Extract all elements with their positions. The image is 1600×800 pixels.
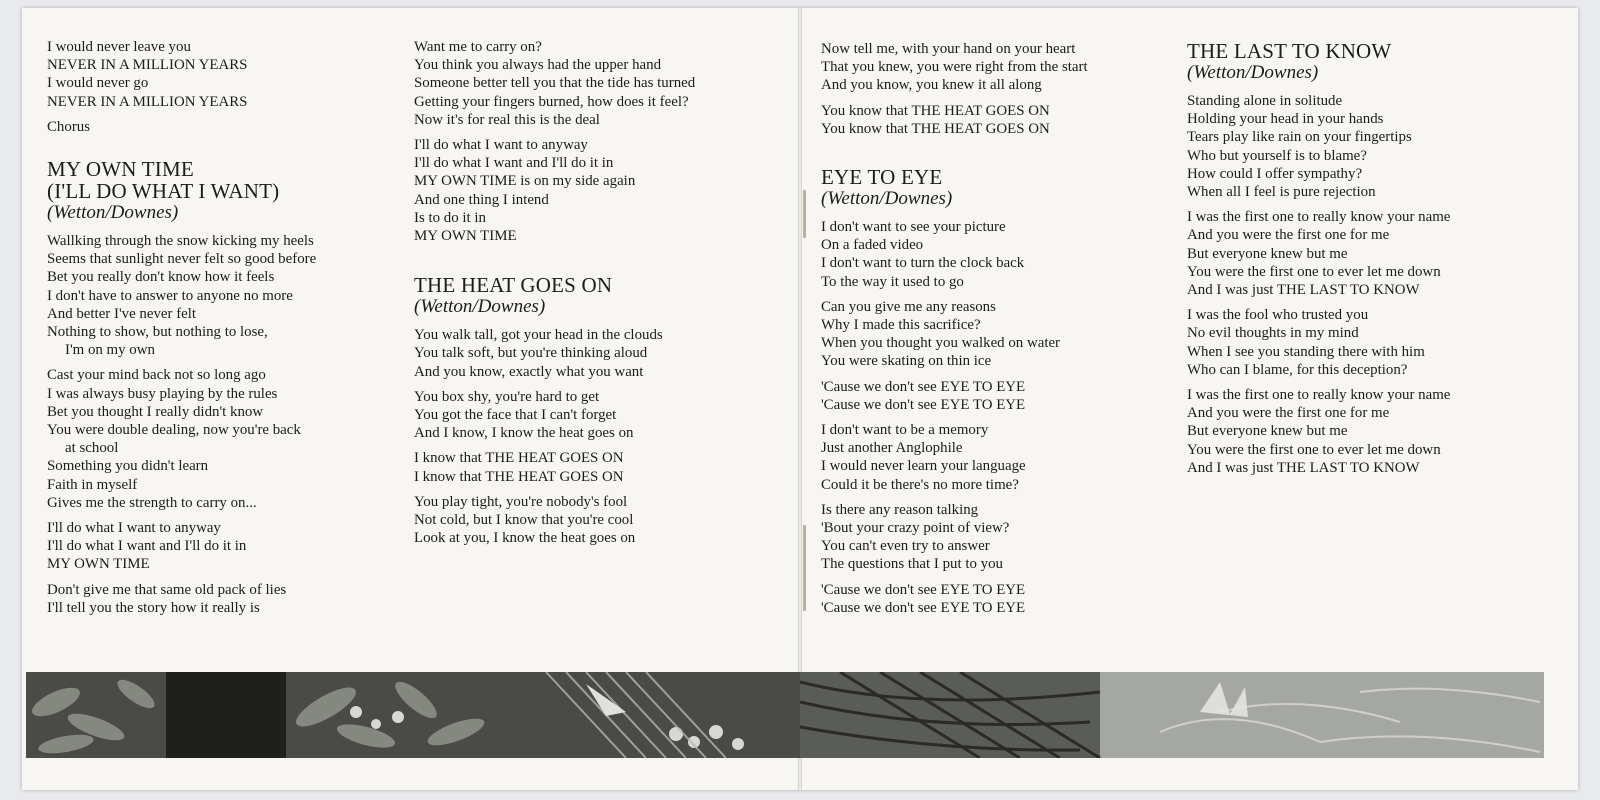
lyric-line: I was the first one to really know your name [1187, 387, 1451, 404]
lyric-line: Is there any reason talking [821, 501, 979, 518]
lyric-line: Could it be there's no more time? [821, 476, 1019, 493]
lyric-line: And I was just THE LAST TO KNOW [1187, 459, 1420, 476]
lyric-line: Faith in myself [47, 476, 138, 493]
lyric-line: How could I offer sympathy? [1187, 165, 1363, 182]
lyric-line: Want me to carry on? [414, 39, 542, 55]
lyric-line: MY OWN TIME [47, 556, 150, 573]
lyric-line: You can't even try to answer [821, 538, 990, 555]
verse [47, 38, 316, 111]
lyrics-column-2 [414, 38, 695, 547]
verse [47, 232, 316, 359]
verse [47, 366, 316, 512]
lyric-line: I'll do what I want and I'll do it in [47, 538, 247, 555]
lyric-line: And I know, I know the heat goes on [414, 425, 634, 442]
verse [821, 581, 1088, 617]
lyric-line: NEVER IN A MILLION YEARS [47, 57, 248, 74]
lyric-line: You talk soft, but you're thinking aloud [414, 345, 648, 362]
staple-top [803, 190, 806, 238]
lyric-line: And one thing I intend [414, 191, 549, 208]
lyric-line: Nothing to show, but nothing to lose, [47, 324, 268, 341]
lyric-line: You think you always had the upper hand [414, 57, 662, 74]
verse [47, 519, 316, 574]
lyric-line: Someone better tell you that the tide has turned [414, 75, 696, 92]
lyric-line: But everyone knew but me [1187, 245, 1348, 262]
lyrics-column-4 [1187, 40, 1450, 477]
lyric-line: And I was just THE LAST TO KNOW [1187, 282, 1420, 299]
lyric-line: Not cold, but I know that you're cool [414, 512, 634, 529]
lyric-line: You were the first one to ever let me down [1187, 263, 1441, 280]
lyric-line: I don't have to answer to anyone no more [47, 287, 293, 304]
lyric-line: Who but yourself is to blame? [1187, 147, 1367, 164]
song-title: (I'LL DO WHAT I WANT) [47, 179, 280, 204]
lyric-line: Who can I blame, for this deception? [1187, 361, 1408, 378]
lyric-line: Don't give me that same old pack of lies [47, 581, 287, 598]
lyric-line: NEVER IN A MILLION YEARS [47, 93, 248, 110]
verse [821, 40, 1088, 95]
lyric-line: I'm on my own [65, 342, 155, 359]
verse [1187, 306, 1450, 379]
lyric-line: You were the first one to ever let me down [1187, 441, 1441, 458]
lyric-line: Now it's for real this is the deal [414, 111, 600, 128]
lyric-line: I was the fool who trusted you [1187, 307, 1369, 324]
verse [821, 501, 1088, 574]
verse [821, 378, 1088, 414]
verse [47, 581, 316, 617]
lyrics-column-3 [821, 40, 1088, 617]
lyric-line: You were double dealing, now you're back [47, 422, 301, 439]
lyric-line: But everyone knew but me [1187, 423, 1348, 440]
lyric-line: Gives me the strength to carry on... [47, 494, 257, 511]
verse [1187, 92, 1450, 201]
lyric-line: 'Cause we don't see EYE TO EYE [821, 396, 1026, 413]
lyric-line: Bet you thought I really didn't know [47, 403, 264, 420]
lyric-line: When you thought you walked on water [821, 335, 1061, 352]
lyric-line: Why I made this sacrifice? [821, 317, 981, 334]
lyric-line: 'Bout your crazy point of view? [821, 520, 1010, 537]
lyric-line: 'Cause we don't see EYE TO EYE [821, 581, 1026, 598]
lyric-line: Standing alone in solitude [1187, 93, 1343, 109]
lyric-line: 'Cause we don't see EYE TO EYE [821, 599, 1026, 616]
lyric-line: I would never leave you [47, 39, 191, 55]
lyric-line: You know that THE HEAT GOES ON [821, 102, 1050, 119]
lyric-line: And you know, exactly what you want [414, 363, 644, 380]
lyric-line: I don't want to be a memory [821, 422, 989, 439]
lyric-line: Just another Anglophile [821, 440, 963, 457]
verse [1187, 386, 1450, 477]
lyric-line: When all I feel is pure rejection [1187, 184, 1376, 201]
lyric-line: I was always busy playing by the rules [47, 385, 278, 402]
verse [1187, 208, 1450, 299]
lyric-line: And better I've never felt [47, 305, 197, 322]
lyric-line: You walk tall, got your head in the clouds [414, 327, 663, 344]
song-title: EYE TO EYE [821, 165, 943, 190]
palm-and-sea-illustration [800, 672, 1544, 758]
song-credit: (Wetton/Downes) [47, 202, 179, 224]
lyric-line: I'll do what I want to anyway [414, 137, 588, 154]
lyric-line: Look at you, I know the heat goes on [414, 530, 636, 547]
song-title: THE HEAT GOES ON [414, 273, 613, 298]
lyric-line: The questions that I put to you [821, 556, 1003, 573]
lyric-line: When I see you standing there with him [1187, 343, 1425, 360]
lyric-line: I would never learn your language [821, 458, 1026, 475]
chorus-label: Chorus [47, 118, 91, 135]
verse [414, 326, 695, 381]
verse [821, 218, 1088, 291]
lyric-line: I don't want to turn the clock back [821, 255, 1025, 272]
lyric-line: You box shy, you're hard to get [414, 388, 600, 405]
lyric-line: And you were the first one for me [1187, 227, 1390, 244]
lyric-line: I was the first one to really know your name [1187, 209, 1451, 226]
lyric-line: You play tight, you're nobody's fool [414, 493, 628, 510]
lyric-line: You got the face that I can't forget [414, 407, 617, 424]
song-credit: (Wetton/Downes) [414, 296, 546, 318]
song-credit: (Wetton/Downes) [1187, 62, 1319, 83]
lyric-line: You know that THE HEAT GOES ON [821, 120, 1050, 137]
verse [414, 388, 695, 443]
lyric-line: 'Cause we don't see EYE TO EYE [821, 378, 1026, 395]
lyric-line: Bet you really don't know how it feels [47, 269, 275, 286]
song-title: THE LAST TO KNOW [1187, 39, 1392, 63]
jungle-foliage-illustration [26, 672, 800, 758]
lyric-line: I'll tell you the story how it really is [47, 599, 260, 616]
lyric-line: I'll do what I want to anyway [47, 520, 221, 537]
lyric-line: I know that THE HEAT GOES ON [414, 450, 624, 467]
verse [821, 298, 1088, 371]
lyrics-column-1 [47, 38, 316, 617]
lyric-line: Now tell me, with your hand on your heart [821, 41, 1076, 57]
lyric-line: Something you didn't learn [47, 458, 209, 475]
lyric-line: You were skating on thin ice [821, 353, 992, 370]
lyric-line: To the way it used to go [821, 273, 964, 290]
lyric-line: Can you give me any reasons [821, 298, 996, 315]
lyric-line: I'll do what I want and I'll do it in [414, 155, 614, 172]
song-title: MY OWN TIME [47, 157, 194, 182]
lyric-line: Seems that sunlight never felt so good before [47, 251, 317, 268]
lyric-line: at school [65, 440, 119, 457]
lyric-line: On a faded video [821, 237, 924, 254]
staple-bottom [803, 525, 806, 611]
verse [821, 421, 1088, 494]
verse [414, 493, 695, 548]
lyric-line: Cast your mind back not so long ago [47, 367, 266, 384]
lyric-line: Wallking through the snow kicking my heels [47, 233, 314, 250]
lyric-line: Getting your fingers burned, how does it feel? [414, 93, 689, 110]
lyric-line: Holding your head in your hands [1187, 111, 1384, 128]
lyric-line: Is to do it in [414, 209, 486, 226]
lyric-line: I don't want to see your picture [821, 219, 1006, 236]
jungle-illustration-banner [26, 672, 800, 758]
lyric-line: That you knew, you were right from the start [821, 59, 1088, 76]
lyric-line: Tears play like rain on your fingertips [1187, 129, 1412, 146]
lyric-line: No evil thoughts in my mind [1187, 325, 1359, 342]
lyric-line: And you were the first one for me [1187, 405, 1390, 422]
seascape-illustration-banner [800, 672, 1544, 758]
lyric-line: MY OWN TIME [414, 228, 517, 245]
verse [414, 449, 695, 485]
verse [414, 136, 695, 245]
lyric-line: I would never go [47, 75, 149, 92]
song-credit: (Wetton/Downes) [821, 188, 953, 210]
lyric-line: MY OWN TIME is on my side again [414, 173, 636, 190]
lyric-line: I know that THE HEAT GOES ON [414, 468, 624, 485]
verse [821, 102, 1088, 138]
lyric-line: And you know, you knew it all along [821, 77, 1042, 94]
verse [414, 38, 695, 129]
